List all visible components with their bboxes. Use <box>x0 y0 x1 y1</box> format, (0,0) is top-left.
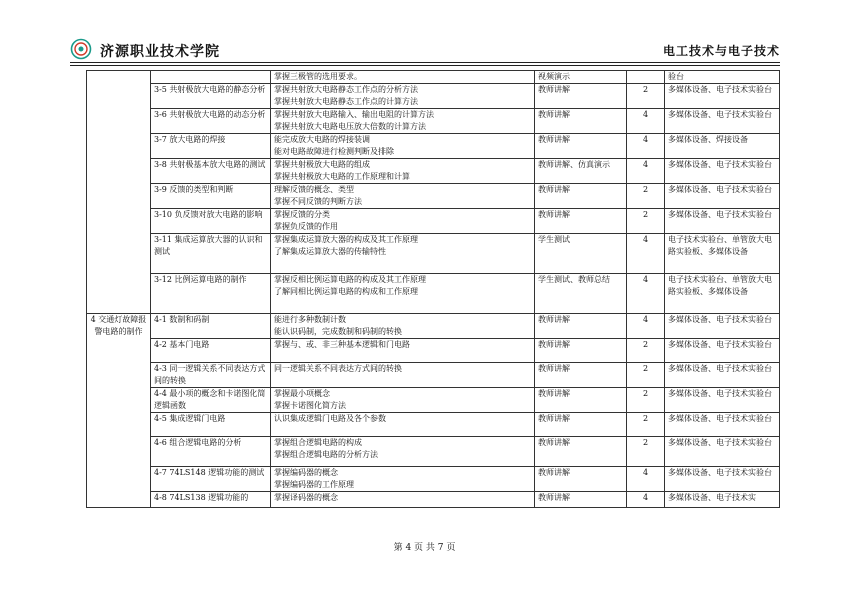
topic-cell: 4-3 同一逻辑关系不同表达方式间的转换 <box>151 363 271 388</box>
table-row <box>87 388 780 413</box>
page-header <box>70 38 780 62</box>
equipment-cell: 多媒体设备、电子技术实验台 <box>665 363 780 388</box>
table-row <box>87 314 780 339</box>
method-cell: 教师讲解 <box>535 184 627 209</box>
school-name: 济源职业技术学院 <box>100 44 220 60</box>
equipment-cell: 多媒体设备、电子技术实验台 <box>665 467 780 492</box>
header-rule-thick <box>70 62 780 63</box>
unit-cell-unit3 <box>87 71 151 314</box>
table-row <box>87 413 780 437</box>
method-cell: 教师讲解 <box>535 492 627 508</box>
requirement-cell: 能进行多种数制计数 能认识码制，完成数制和码制的转换 <box>271 314 535 339</box>
table-row <box>87 363 780 388</box>
requirement-cell: 掌握三极管的选用要求。 <box>271 71 535 84</box>
equipment-cell: 电子技术实验台、单管放大电路实验板、多媒体设备 <box>665 234 780 274</box>
method-cell: 教师讲解 <box>535 413 627 437</box>
topic-cell: 4-2 基本门电路 <box>151 339 271 363</box>
topic-cell: 4-7 74LS148 逻辑功能的测试 <box>151 467 271 492</box>
requirement-cell: 掌握译码器的概念 <box>271 492 535 508</box>
equipment-cell: 多媒体设备、电子技术实验台 <box>665 339 780 363</box>
requirement-cell: 掌握共射放大电路静态工作点的分析方法 掌握共射放大电路静态工作点的计算方法 <box>271 84 535 109</box>
requirement-cell: 掌握集成运算放大器的构成及其工作原理 了解集成运算放大器的传输特性 <box>271 234 535 274</box>
table-row <box>87 84 780 109</box>
requirement-cell: 掌握组合逻辑电路的构成 掌握组合逻辑电路的分析方法 <box>271 437 535 467</box>
table-row <box>87 134 780 159</box>
unit-cell-unit4: 4 交通灯故障报警电路的制作 <box>87 314 151 508</box>
table-row <box>87 209 780 234</box>
hours-cell: 2 <box>627 184 665 209</box>
hours-cell: 2 <box>627 388 665 413</box>
requirement-cell: 能完成放大电路的焊接装调 能对电路故障进行检测判断及排除 <box>271 134 535 159</box>
topic-cell: 3-7 放大电路的焊接 <box>151 134 271 159</box>
hours-cell: 2 <box>627 363 665 388</box>
method-cell: 教师讲解 <box>535 363 627 388</box>
table-row <box>87 437 780 467</box>
equipment-cell: 多媒体设备、电子技术实验台 <box>665 109 780 134</box>
topic-cell: 3-12 比例运算电路的制作 <box>151 274 271 314</box>
method-cell: 教师讲解、仿真演示 <box>535 159 627 184</box>
method-cell: 教师讲解 <box>535 314 627 339</box>
method-cell: 教师讲解 <box>535 388 627 413</box>
method-cell: 教师讲解 <box>535 109 627 134</box>
topic-cell: 4-4 最小项的概念和卡诺图化简逻辑函数 <box>151 388 271 413</box>
method-cell: 学生测试 <box>535 234 627 274</box>
topic-cell: 4-8 74LS138 逻辑功能的 <box>151 492 271 508</box>
equipment-cell: 多媒体设备、电子技术实验台 <box>665 437 780 467</box>
method-cell: 教师讲解 <box>535 84 627 109</box>
topic-cell: 3-8 共射极基本放大电路的测试 <box>151 159 271 184</box>
equipment-cell: 多媒体设备、焊接设备 <box>665 134 780 159</box>
table-body <box>87 71 780 508</box>
page-footer: 第 4 页 共 7 页 <box>393 543 456 553</box>
hours-cell: 2 <box>627 339 665 363</box>
hours-cell: 4 <box>627 467 665 492</box>
school-logo-icon <box>70 38 92 60</box>
equipment-cell: 多媒体设备、电子技术实验台 <box>665 388 780 413</box>
hours-cell: 2 <box>627 209 665 234</box>
topic-cell: 3-5 共射极放大电路的静态分析 <box>151 84 271 109</box>
requirement-cell: 掌握反馈的分类 掌握负反馈的作用 <box>271 209 535 234</box>
hours-cell: 4 <box>627 109 665 134</box>
method-cell: 教师讲解 <box>535 437 627 467</box>
topic-cell: 4-1 数制和码制 <box>151 314 271 339</box>
equipment-cell: 多媒体设备、电子技术实验台 <box>665 413 780 437</box>
table-row <box>87 274 780 314</box>
hours-cell: 2 <box>627 84 665 109</box>
topic-cell: 3-11 集成运算放大器的认识和测试 <box>151 234 271 274</box>
hours-cell: 4 <box>627 314 665 339</box>
table-row <box>87 339 780 363</box>
requirement-cell: 掌握反相比例运算电路的构成及其工作原理 了解同相比例运算电路的构成和工作原理 <box>271 274 535 314</box>
header-rule-thin <box>70 65 780 66</box>
hours-cell: 4 <box>627 234 665 274</box>
course-name: 电工技术与电子技术 <box>662 44 780 58</box>
topic-cell <box>151 71 271 84</box>
hours-cell <box>627 71 665 84</box>
method-cell: 教师讲解 <box>535 339 627 363</box>
table-row <box>87 184 780 209</box>
requirement-cell: 理解反馈的概念、类型 掌握不同反馈的判断方法 <box>271 184 535 209</box>
requirement-cell: 掌握共射放大电路输入、输出电阻的计算方法 掌握共射放大电路电压放大倍数的计算方法 <box>271 109 535 134</box>
topic-cell: 4-6 组合逻辑电路的分析 <box>151 437 271 467</box>
method-cell: 学生测试、教师总结 <box>535 274 627 314</box>
course-plan-table <box>86 70 780 508</box>
hours-cell: 4 <box>627 159 665 184</box>
requirement-cell: 同一逻辑关系不同表达方式间的转换 <box>271 363 535 388</box>
method-cell: 视频演示 <box>535 71 627 84</box>
equipment-cell: 多媒体设备、电子技术实验台 <box>665 84 780 109</box>
requirement-cell: 掌握共射极放大电路的组成 掌握共射极放大电路的工作原理和计算 <box>271 159 535 184</box>
requirement-cell: 掌握编码器的概念 掌握编码器的工作原理 <box>271 467 535 492</box>
equipment-cell: 多媒体设备、电子技术实验台 <box>665 184 780 209</box>
hours-cell: 2 <box>627 437 665 467</box>
equipment-cell: 多媒体设备、电子技术实验台 <box>665 159 780 184</box>
table-row <box>87 234 780 274</box>
equipment-cell: 验台 <box>665 71 780 84</box>
requirement-cell: 掌握最小项概念 掌握卡诺图化简方法 <box>271 388 535 413</box>
topic-cell: 3-9 反馈的类型和判断 <box>151 184 271 209</box>
equipment-cell: 多媒体设备、电子技术实验台 <box>665 209 780 234</box>
topic-cell: 3-10 负反馈对放大电路的影响 <box>151 209 271 234</box>
table-row <box>87 159 780 184</box>
hours-cell: 2 <box>627 413 665 437</box>
method-cell: 教师讲解 <box>535 209 627 234</box>
equipment-cell: 多媒体设备、电子技术实验台 <box>665 314 780 339</box>
topic-cell: 4-5 集成逻辑门电路 <box>151 413 271 437</box>
method-cell: 教师讲解 <box>535 134 627 159</box>
table-row <box>87 492 780 508</box>
table-row <box>87 467 780 492</box>
hours-cell: 4 <box>627 492 665 508</box>
hours-cell: 4 <box>627 134 665 159</box>
topic-cell: 3-6 共射极放大电路的动态分析 <box>151 109 271 134</box>
table-row <box>87 109 780 134</box>
hours-cell: 4 <box>627 274 665 314</box>
equipment-cell: 多媒体设备、电子技术实 <box>665 492 780 508</box>
equipment-cell: 电子技术实验台、单管放大电路实验板、多媒体设备 <box>665 274 780 314</box>
method-cell: 教师讲解 <box>535 467 627 492</box>
requirement-cell: 认识集成逻辑门电路及各个参数 <box>271 413 535 437</box>
table-row <box>87 71 780 84</box>
requirement-cell: 掌握与、或、非三种基本逻辑和门电路 <box>271 339 535 363</box>
